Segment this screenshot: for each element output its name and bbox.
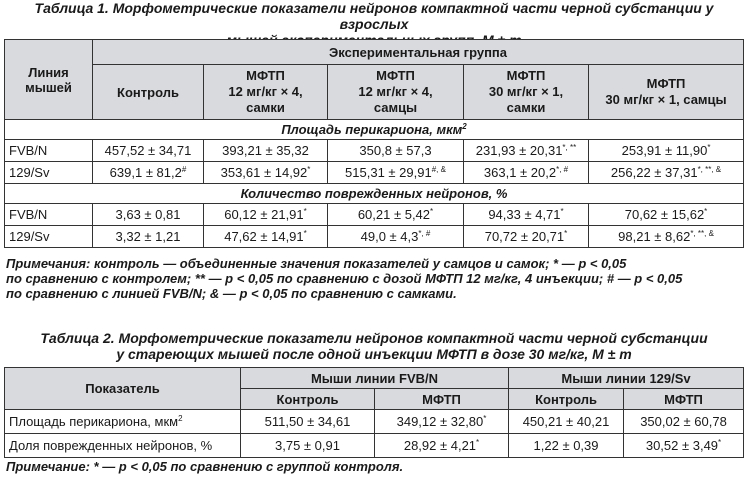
table1-caption-line1: Таблица 1. Морфометрические показатели нейронов компактной части черной субстанции у взрослых bbox=[34, 0, 714, 32]
sub-header-mptp: МФТП bbox=[624, 389, 744, 410]
table2-header-row1 bbox=[5, 368, 744, 389]
table-cell: 94,33 ± 4,71* bbox=[464, 204, 589, 226]
table-cell: 393,21 ± 35,32 bbox=[204, 140, 328, 162]
sub-header-control: Контроль bbox=[509, 389, 624, 410]
table1-note-line1: Примечания: контроль — объединенные значения показателей у самцов и самок; * — p < 0,05 bbox=[6, 256, 627, 271]
table-cell: 231,93 ± 20,31*, ** bbox=[464, 140, 589, 162]
table-row bbox=[5, 226, 744, 248]
table2-caption-line2: у стареющих мышей после одной инъекции МФТП в дозе 30 мг/кг, М ± m bbox=[116, 346, 632, 362]
sub-header-mptp: МФТП bbox=[375, 389, 509, 410]
table-row bbox=[5, 204, 744, 226]
table-cell: 3,32 ± 1,21 bbox=[93, 226, 204, 248]
header-indicator: Показатель bbox=[5, 368, 241, 410]
table1-note-line2: по сравнению с контролем; ** — p < 0,05 по сравнению с дозой МФТП 12 мг/кг, 4 инъекции; # — p < 0,05 bbox=[6, 271, 683, 286]
header-experimental-group: Экспериментальная группа bbox=[93, 40, 744, 65]
table2-caption bbox=[0, 330, 748, 362]
table-cell: 1,22 ± 0,39 bbox=[509, 434, 624, 458]
table-cell: 60,12 ± 21,91* bbox=[204, 204, 328, 226]
table-cell: 350,02 ± 60,78 bbox=[624, 410, 744, 434]
col-header: МФТП 30 мг/кг × 1, самцы bbox=[589, 65, 744, 120]
table-cell: 70,72 ± 20,71* bbox=[464, 226, 589, 248]
table-cell: 350,8 ± 57,3 bbox=[328, 140, 464, 162]
table-row bbox=[5, 162, 744, 184]
table-cell: 457,52 ± 34,71 bbox=[93, 140, 204, 162]
table-cell: 511,50 ± 34,61 bbox=[241, 410, 375, 434]
table-row bbox=[5, 410, 744, 434]
table-cell: 515,31 ± 29,91#, & bbox=[328, 162, 464, 184]
row-strain: 129/Sv bbox=[5, 162, 93, 184]
table-cell: 253,91 ± 11,90* bbox=[589, 140, 744, 162]
table-cell: 450,21 ± 40,21 bbox=[509, 410, 624, 434]
col-header: МФТП 12 мг/кг × 4, самки bbox=[204, 65, 328, 120]
table-cell: 98,21 ± 8,62*, **, & bbox=[589, 226, 744, 248]
table-cell: 70,62 ± 15,62* bbox=[589, 204, 744, 226]
header-fvb: Мыши линии FVB/N bbox=[241, 368, 509, 389]
table1-notes bbox=[6, 256, 744, 301]
table1 bbox=[4, 39, 744, 248]
table2-caption-line1: Таблица 2. Морфометрические показатели нейронов компактной части черной субстанции bbox=[40, 330, 708, 346]
table-row bbox=[5, 140, 744, 162]
table-row bbox=[5, 434, 744, 458]
table-cell: 353,61 ± 14,92* bbox=[204, 162, 328, 184]
row-strain: FVB/N bbox=[5, 140, 93, 162]
table-cell: 60,21 ± 5,42* bbox=[328, 204, 464, 226]
table-cell: 3,75 ± 0,91 bbox=[241, 434, 375, 458]
sub-header-control: Контроль bbox=[241, 389, 375, 410]
header-strain: Линия мышей bbox=[5, 40, 93, 120]
table1-note-line3: по сравнению с линией FVB/N; & — p < 0,05 по сравнению с самками. bbox=[6, 286, 457, 301]
row-strain: 129/Sv bbox=[5, 226, 93, 248]
table1-header-row1 bbox=[5, 40, 744, 65]
col-header: МФТП 30 мг/кг × 1, самки bbox=[464, 65, 589, 120]
section-row-area bbox=[5, 120, 744, 140]
section-area-title: Площадь перикариона, мкм$^2$ bbox=[5, 120, 744, 140]
table-cell: 47,62 ± 14,91* bbox=[204, 226, 328, 248]
table-cell: 363,1 ± 20,2*, # bbox=[464, 162, 589, 184]
row-strain: FVB/N bbox=[5, 204, 93, 226]
table-cell: 28,92 ± 4,21* bbox=[375, 434, 509, 458]
row-label: Доля поврежденных нейронов, % bbox=[5, 434, 241, 458]
header-129sv: Мыши линии 129/Sv bbox=[509, 368, 744, 389]
col-header: Контроль bbox=[93, 65, 204, 120]
table-cell: 30,52 ± 3,49* bbox=[624, 434, 744, 458]
section-row-damaged bbox=[5, 184, 744, 204]
row-label: Площадь перикариона, мкм$^2$ bbox=[5, 410, 241, 434]
table-cell: 49,0 ± 4,3*, # bbox=[328, 226, 464, 248]
table-cell: 256,22 ± 37,31*, **, & bbox=[589, 162, 744, 184]
table2 bbox=[4, 367, 744, 458]
table-cell: 349,12 ± 32,80* bbox=[375, 410, 509, 434]
table-cell: 3,63 ± 0,81 bbox=[93, 204, 204, 226]
table2-note: Примечание: * — p < 0,05 по сравнению с группой контроля. bbox=[6, 459, 404, 474]
section-damaged-title: Количество поврежденных нейронов, % bbox=[5, 184, 744, 204]
table-cell: 639,1 ± 81,2# bbox=[93, 162, 204, 184]
table1-header-row2 bbox=[5, 65, 744, 120]
col-header: МФТП 12 мг/кг × 4, самцы bbox=[328, 65, 464, 120]
